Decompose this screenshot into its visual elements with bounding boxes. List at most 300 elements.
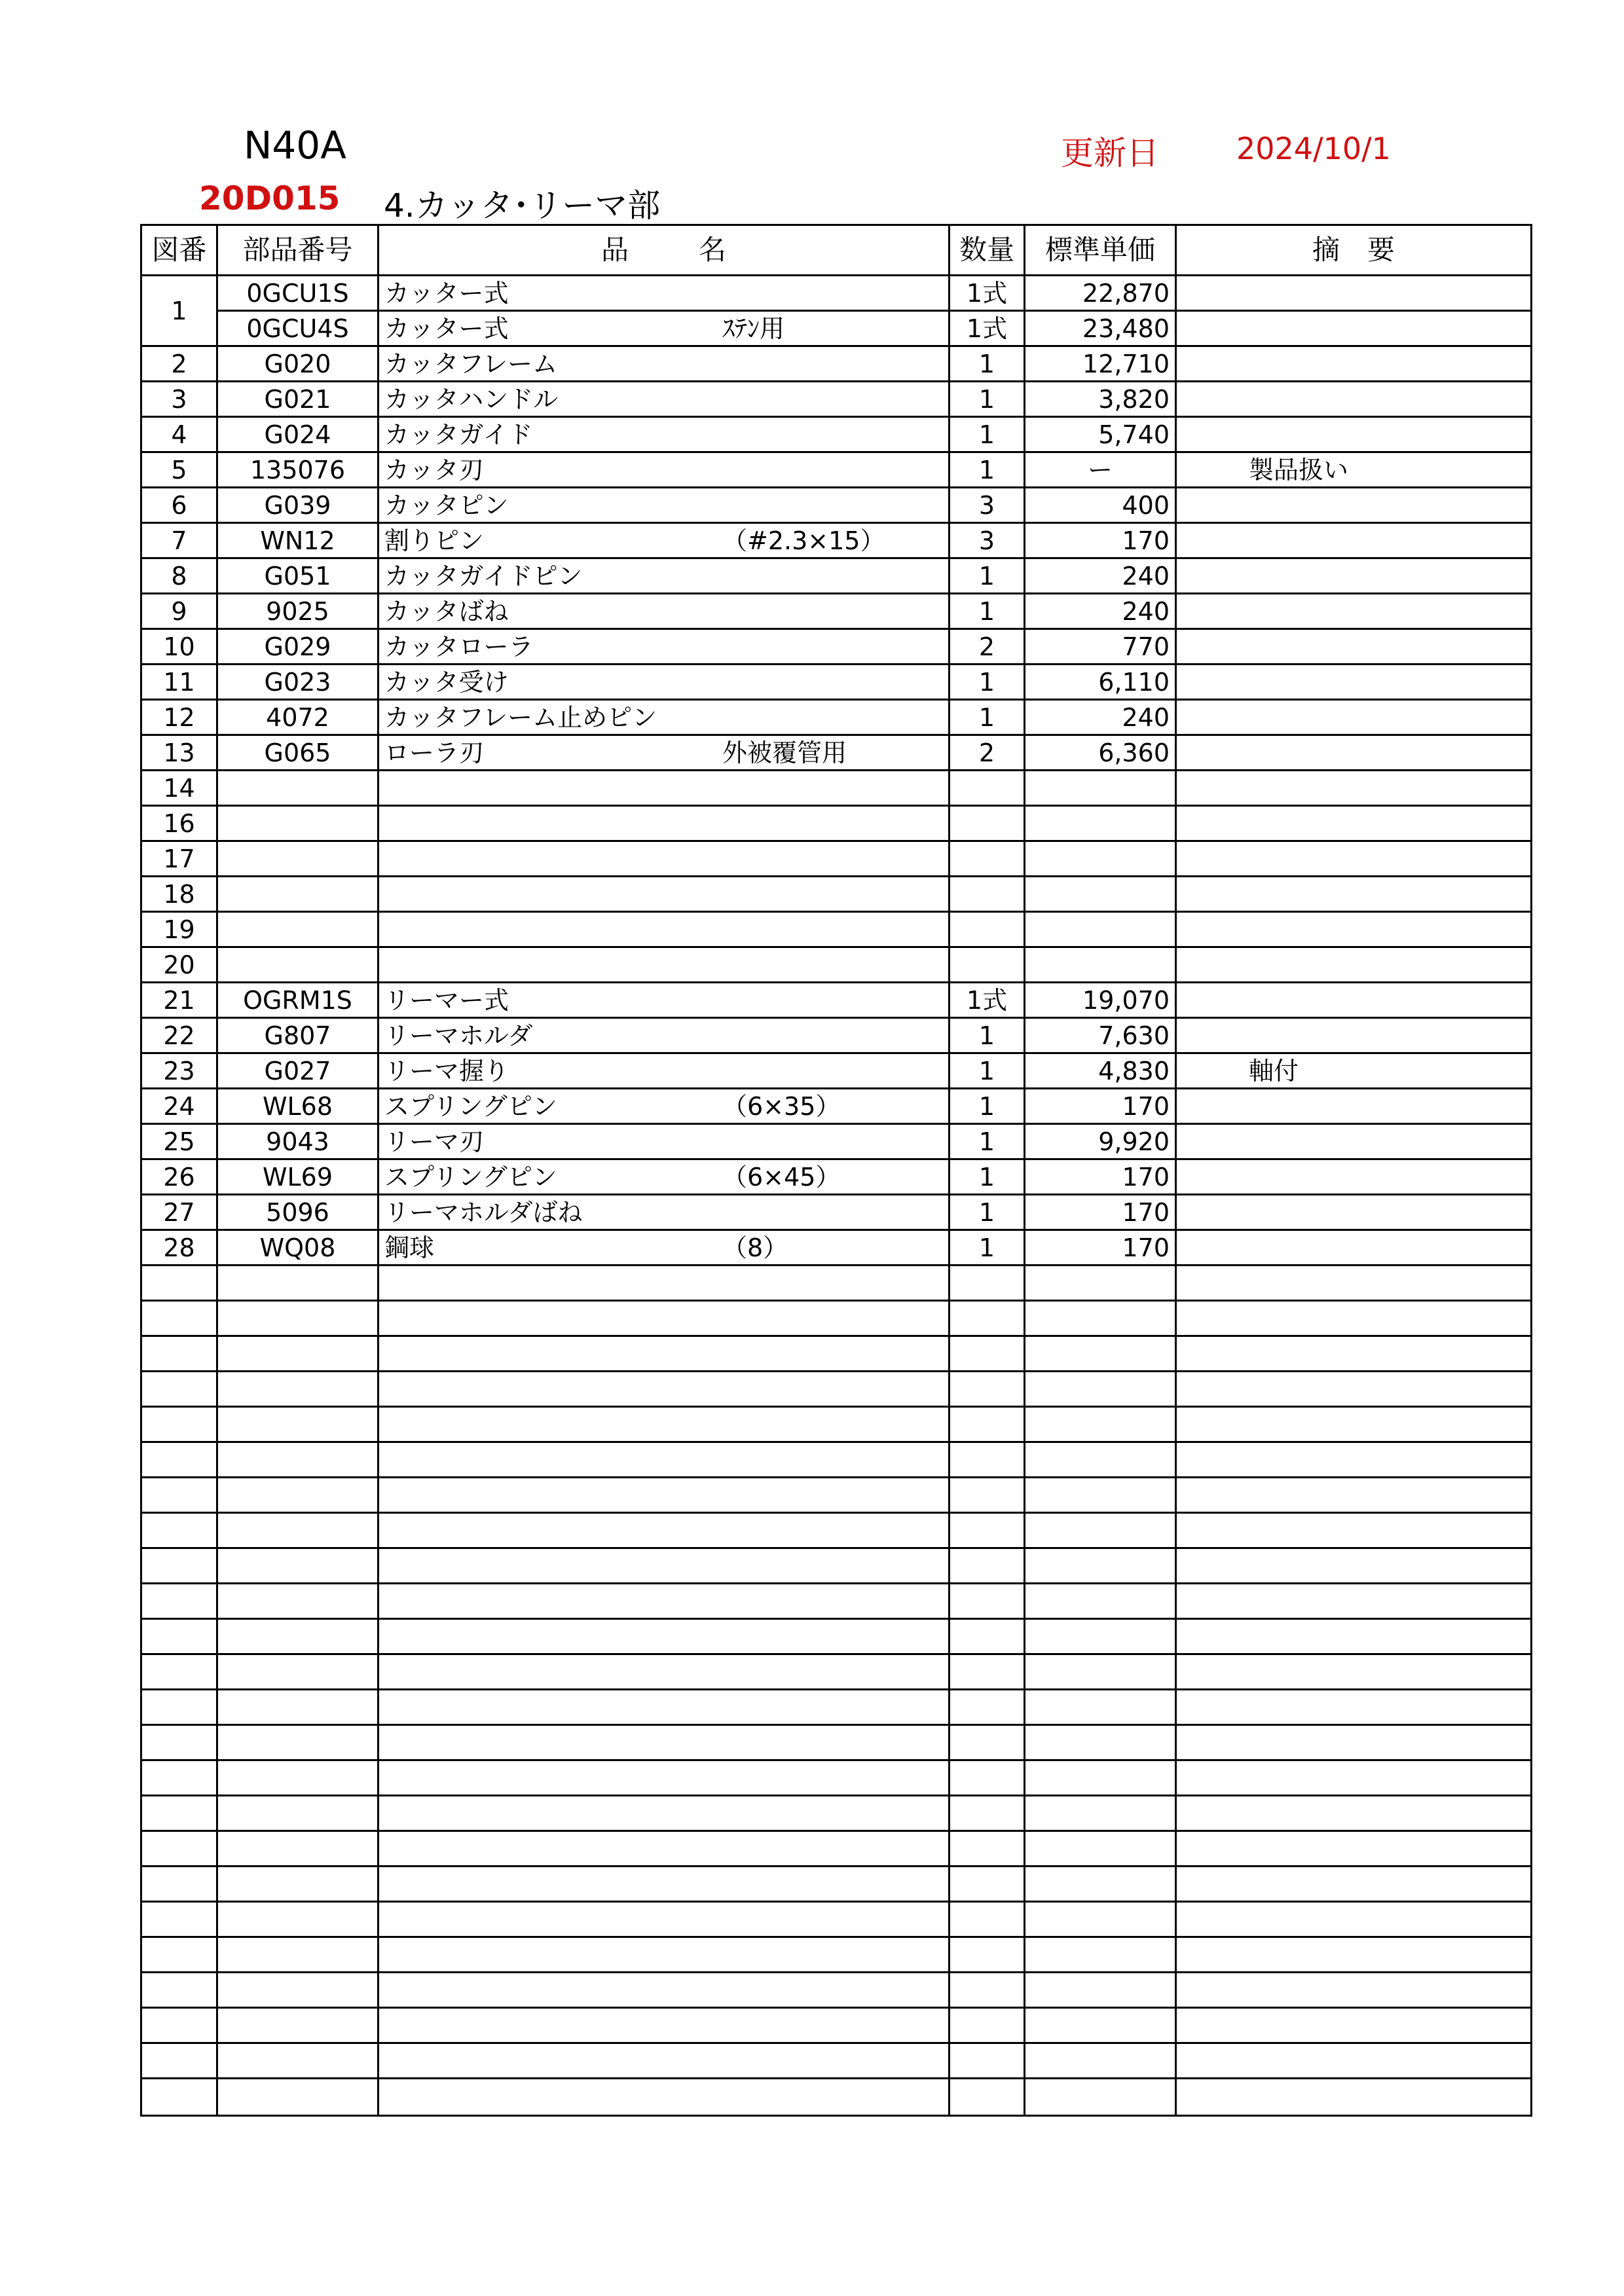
cell-qty <box>950 1372 1025 1407</box>
cell-qty <box>950 1584 1025 1619</box>
cell-remarks <box>1176 1195 1532 1230</box>
cell-remarks <box>1176 877 1532 912</box>
cell-fig <box>141 1796 217 1831</box>
cell-fig: 5 <box>141 452 217 488</box>
cell-qty <box>950 1336 1025 1372</box>
cell-part-no: G051 <box>217 558 378 594</box>
cell-part-no <box>217 1796 378 1831</box>
cell-name <box>378 2008 950 2043</box>
cell-qty <box>950 1407 1025 1442</box>
cell-name <box>378 1159 950 1195</box>
table-row <box>141 947 1532 983</box>
cell-qty: 1 <box>950 665 1025 700</box>
cell-name <box>378 1124 950 1159</box>
cell-part-no <box>217 1619 378 1654</box>
cell-name <box>378 912 950 947</box>
cell-name <box>378 947 950 983</box>
cell-name <box>378 1796 950 1831</box>
cell-remarks <box>1176 1796 1532 1831</box>
cell-qty <box>950 1266 1025 1301</box>
item-name: カッタフレーム <box>384 349 558 378</box>
cell-part-no <box>217 1513 378 1548</box>
cell-fig <box>141 1619 217 1654</box>
cell-part-no: 5096 <box>217 1195 378 1230</box>
cell-price <box>1025 1973 1176 2008</box>
cell-fig <box>141 1725 217 1760</box>
cell-qty: 1式 <box>950 276 1025 311</box>
cell-part-no: G021 <box>217 382 378 417</box>
cell-qty: 1 <box>950 1018 1025 1053</box>
cell-part-no: G029 <box>217 629 378 665</box>
cell-fig: 1 <box>141 276 217 346</box>
cell-part-no: 9043 <box>217 1124 378 1159</box>
cell-qty: 1 <box>950 1230 1025 1266</box>
table-row <box>141 877 1532 912</box>
parts-table <box>140 224 1532 2117</box>
cell-remarks <box>1176 1478 1532 1513</box>
cell-fig: 10 <box>141 629 217 665</box>
cell-name <box>378 806 950 841</box>
cell-part-no: G807 <box>217 1018 378 1053</box>
cell-name <box>378 665 950 700</box>
table-row <box>141 700 1532 735</box>
item-name: カッタピン <box>384 490 509 520</box>
item-name: リーマホルダばね <box>384 1197 583 1227</box>
cell-name <box>378 1478 950 1513</box>
cell-name <box>378 594 950 629</box>
col-header-name-left: 品 <box>601 234 629 266</box>
cell-remarks <box>1176 1867 1532 1902</box>
cell-qty <box>950 1654 1025 1690</box>
table-row <box>141 806 1532 841</box>
cell-name <box>378 1018 950 1053</box>
table-row <box>141 912 1532 947</box>
cell-name <box>378 629 950 665</box>
cell-price: 170 <box>1025 1230 1176 1266</box>
cell-remarks <box>1176 1619 1532 1654</box>
cell-price: 170 <box>1025 1195 1176 1230</box>
cell-remarks <box>1176 1760 1532 1796</box>
cell-part-no <box>217 1266 378 1301</box>
cell-price: 240 <box>1025 700 1176 735</box>
cell-price: 3,820 <box>1025 382 1176 417</box>
cell-part-no <box>217 1831 378 1867</box>
cell-remarks <box>1176 1513 1532 1548</box>
cell-part-no <box>217 877 378 912</box>
cell-part-no: G027 <box>217 1053 378 1089</box>
cell-part-no <box>217 1760 378 1796</box>
cell-fig <box>141 1301 217 1336</box>
cell-fig <box>141 1548 217 1584</box>
cell-part-no: WN12 <box>217 523 378 558</box>
cell-price <box>1025 1407 1176 1442</box>
cell-name <box>378 877 950 912</box>
cell-price <box>1025 1336 1176 1372</box>
cell-remarks <box>1176 1407 1532 1442</box>
cell-part-no <box>217 912 378 947</box>
cell-part-no <box>217 2043 378 2079</box>
cell-qty: 1 <box>950 700 1025 735</box>
updated-date: 2024/10/1 <box>1236 131 1391 166</box>
cell-price: 240 <box>1025 594 1176 629</box>
cell-remarks <box>1176 1336 1532 1372</box>
cell-qty <box>950 1513 1025 1548</box>
cell-name <box>378 1937 950 1973</box>
cell-name <box>378 841 950 877</box>
table-row <box>141 1867 1532 1902</box>
cell-fig <box>141 1336 217 1372</box>
cell-remarks <box>1176 806 1532 841</box>
cell-name <box>378 1619 950 1654</box>
cell-price <box>1025 1372 1176 1407</box>
cell-part-no <box>217 1478 378 1513</box>
cell-price <box>1025 1442 1176 1478</box>
cell-qty: 1 <box>950 417 1025 452</box>
cell-price <box>1025 877 1176 912</box>
col-header-fig: 図番 <box>141 225 217 276</box>
table-row <box>141 1760 1532 1796</box>
col-header-name-right: 名 <box>698 234 726 266</box>
cell-price: 19,070 <box>1025 983 1176 1018</box>
cell-price: 170 <box>1025 1089 1176 1124</box>
item-name: カッタガイド <box>384 420 533 449</box>
cell-fig: 4 <box>141 417 217 452</box>
cell-qty <box>950 2043 1025 2079</box>
cell-fig: 11 <box>141 665 217 700</box>
table-row <box>141 1619 1532 1654</box>
cell-qty <box>950 1867 1025 1902</box>
table-row <box>141 311 1532 346</box>
cell-name <box>378 1195 950 1230</box>
cell-price: 6,360 <box>1025 735 1176 771</box>
cell-price <box>1025 1619 1176 1654</box>
cell-qty <box>950 912 1025 947</box>
cell-fig: 7 <box>141 523 217 558</box>
cell-price: 23,480 <box>1025 311 1176 346</box>
cell-remarks <box>1176 983 1532 1018</box>
cell-fig: 23 <box>141 1053 217 1089</box>
cell-name <box>378 1654 950 1690</box>
cell-qty <box>950 1690 1025 1725</box>
cell-part-no: 4072 <box>217 700 378 735</box>
cell-price: 22,870 <box>1025 276 1176 311</box>
item-name: スプリングピン <box>384 1091 557 1121</box>
cell-qty: 1 <box>950 1124 1025 1159</box>
table-row <box>141 1548 1532 1584</box>
parts-table-body <box>141 225 1532 2116</box>
table-row <box>141 1584 1532 1619</box>
cell-fig <box>141 1690 217 1725</box>
item-name: カッター式 <box>384 278 509 308</box>
cell-price <box>1025 947 1176 983</box>
table-row <box>141 1513 1532 1548</box>
cell-part-no <box>217 771 378 806</box>
cell-part-no <box>217 1937 378 1973</box>
cell-name <box>378 1902 950 1937</box>
cell-remarks <box>1176 417 1532 452</box>
item-name: 割りピン <box>384 526 485 555</box>
cell-price: 770 <box>1025 629 1176 665</box>
table-row <box>141 276 1532 311</box>
cell-remarks <box>1176 1725 1532 1760</box>
cell-remarks <box>1176 1690 1532 1725</box>
table-row <box>141 1053 1532 1089</box>
cell-name <box>378 1513 950 1548</box>
cell-price: 170 <box>1025 1159 1176 1195</box>
table-row <box>141 1089 1532 1124</box>
item-name: スプリングピン <box>384 1162 557 1192</box>
section-title: 4.カッタ･リーマ部 <box>384 187 661 225</box>
cell-price <box>1025 1478 1176 1513</box>
cell-part-no <box>217 1654 378 1690</box>
cell-price <box>1025 1266 1176 1301</box>
cell-remarks <box>1176 1584 1532 1619</box>
item-name: カッタローラ <box>384 632 534 661</box>
cell-qty: 1 <box>950 558 1025 594</box>
table-row <box>141 523 1532 558</box>
table-row <box>141 1018 1532 1053</box>
cell-remarks <box>1176 2079 1532 2116</box>
cell-price: ー <box>1025 452 1176 488</box>
cell-fig: 19 <box>141 912 217 947</box>
col-header-qty: 数量 <box>950 225 1025 276</box>
cell-part-no: WQ08 <box>217 1230 378 1266</box>
cell-remarks <box>1176 2043 1532 2079</box>
cell-remarks <box>1176 1159 1532 1195</box>
cell-qty <box>950 1973 1025 2008</box>
cell-price <box>1025 1937 1176 1973</box>
table-row <box>141 629 1532 665</box>
cell-qty <box>950 1548 1025 1584</box>
cell-remarks <box>1176 700 1532 735</box>
cell-name <box>378 1089 950 1124</box>
table-row <box>141 1902 1532 1937</box>
cell-part-no: OGRM1S <box>217 983 378 1018</box>
cell-fig <box>141 1513 217 1548</box>
col-header-price: 標準単価 <box>1025 225 1176 276</box>
cell-name <box>378 735 950 771</box>
cell-price: 6,110 <box>1025 665 1176 700</box>
item-name: リーマ刃 <box>384 1127 485 1156</box>
cell-fig: 9 <box>141 594 217 629</box>
cell-remarks <box>1176 1089 1532 1124</box>
cell-name <box>378 452 950 488</box>
table-header-row <box>141 225 1532 276</box>
cell-fig: 26 <box>141 1159 217 1195</box>
table-row <box>141 1159 1532 1195</box>
item-name: ローラ刃 <box>384 738 485 767</box>
table-row <box>141 2043 1532 2079</box>
cell-remarks <box>1176 346 1532 382</box>
cell-name <box>378 382 950 417</box>
cell-price: 7,630 <box>1025 1018 1176 1053</box>
table-row <box>141 1690 1532 1725</box>
table-row <box>141 1937 1532 1973</box>
cell-remarks <box>1176 523 1532 558</box>
cell-remarks <box>1176 1973 1532 2008</box>
cell-part-no <box>217 1690 378 1725</box>
cell-name <box>378 771 950 806</box>
cell-remarks <box>1176 1442 1532 1478</box>
cell-fig: 3 <box>141 382 217 417</box>
cell-fig: 24 <box>141 1089 217 1124</box>
item-name: カッタ刃 <box>384 455 484 484</box>
cell-fig: 12 <box>141 700 217 735</box>
cell-fig: 25 <box>141 1124 217 1159</box>
cell-price <box>1025 806 1176 841</box>
item-spec: （6×35） <box>722 1091 841 1121</box>
cell-part-no: 135076 <box>217 452 378 488</box>
cell-part-no <box>217 2008 378 2043</box>
table-row <box>141 1124 1532 1159</box>
cell-part-no <box>217 1584 378 1619</box>
cell-fig: 6 <box>141 488 217 523</box>
cell-fig: 8 <box>141 558 217 594</box>
cell-price <box>1025 2079 1176 2116</box>
table-row <box>141 1654 1532 1690</box>
cell-remarks <box>1176 594 1532 629</box>
cell-qty: 1 <box>950 346 1025 382</box>
cell-name <box>378 1831 950 1867</box>
cell-fig: 2 <box>141 346 217 382</box>
cell-part-no: G024 <box>217 417 378 452</box>
cell-fig <box>141 1902 217 1937</box>
cell-qty <box>950 841 1025 877</box>
cell-part-no: G023 <box>217 665 378 700</box>
cell-price: 170 <box>1025 523 1176 558</box>
cell-remarks <box>1176 841 1532 877</box>
table-row <box>141 1301 1532 1336</box>
cell-remarks: 製品扱い <box>1176 452 1532 488</box>
table-row <box>141 983 1532 1018</box>
cell-fig: 21 <box>141 983 217 1018</box>
cell-name <box>378 2043 950 2079</box>
cell-name <box>378 488 950 523</box>
cell-fig <box>141 1407 217 1442</box>
cell-part-no <box>217 2079 378 2116</box>
table-row <box>141 665 1532 700</box>
item-name: カッタハンドル <box>384 384 559 414</box>
cell-remarks <box>1176 665 1532 700</box>
cell-part-no <box>217 1336 378 1372</box>
cell-part-no: 9025 <box>217 594 378 629</box>
cell-part-no <box>217 1725 378 1760</box>
table-row <box>141 1372 1532 1407</box>
cell-qty <box>950 1619 1025 1654</box>
item-spec: （#2.3×15） <box>722 526 885 555</box>
cell-qty <box>950 1478 1025 1513</box>
cell-name <box>378 2079 950 2116</box>
cell-fig <box>141 1584 217 1619</box>
cell-price: 400 <box>1025 488 1176 523</box>
item-name: リーマホルダ <box>384 1021 533 1050</box>
cell-qty: 3 <box>950 523 1025 558</box>
cell-remarks <box>1176 558 1532 594</box>
cell-price <box>1025 1301 1176 1336</box>
cell-qty <box>950 806 1025 841</box>
cell-remarks <box>1176 1266 1532 1301</box>
table-row <box>141 382 1532 417</box>
table-row <box>141 2008 1532 2043</box>
table-row <box>141 735 1532 771</box>
cell-price: 12,710 <box>1025 346 1176 382</box>
cell-fig: 22 <box>141 1018 217 1053</box>
table-row <box>141 558 1532 594</box>
cell-remarks <box>1176 912 1532 947</box>
cell-qty: 1 <box>950 594 1025 629</box>
cell-name <box>378 558 950 594</box>
table-row <box>141 1195 1532 1230</box>
cell-qty <box>950 1902 1025 1937</box>
item-spec: ｽﾃﾝ用 <box>722 314 785 343</box>
item-spec: （8） <box>722 1233 788 1262</box>
cell-remarks <box>1176 629 1532 665</box>
item-name: カッタガイドピン <box>384 561 583 591</box>
item-name: リーマー式 <box>384 985 509 1015</box>
cell-qty: 2 <box>950 735 1025 771</box>
cell-remarks <box>1176 947 1532 983</box>
item-spec: （6×45） <box>722 1162 841 1192</box>
cell-part-no: G020 <box>217 346 378 382</box>
cell-name <box>378 700 950 735</box>
cell-qty <box>950 2079 1025 2116</box>
cell-price <box>1025 1584 1176 1619</box>
cell-remarks <box>1176 276 1532 311</box>
cell-qty <box>950 771 1025 806</box>
table-row <box>141 1442 1532 1478</box>
document-code: 20D015 <box>199 179 341 217</box>
cell-remarks <box>1176 311 1532 346</box>
cell-remarks <box>1176 1372 1532 1407</box>
item-name: カッター式 <box>384 314 509 343</box>
cell-fig <box>141 1478 217 1513</box>
cell-part-no <box>217 947 378 983</box>
cell-name <box>378 1230 950 1266</box>
cell-remarks <box>1176 1831 1532 1867</box>
cell-part-no <box>217 1902 378 1937</box>
cell-part-no: 0GCU4S <box>217 311 378 346</box>
cell-fig: 17 <box>141 841 217 877</box>
model-name: N40A <box>244 123 346 168</box>
cell-fig: 16 <box>141 806 217 841</box>
cell-price <box>1025 771 1176 806</box>
cell-part-no <box>217 1548 378 1584</box>
cell-fig <box>141 2043 217 2079</box>
cell-part-no: G065 <box>217 735 378 771</box>
cell-fig <box>141 2079 217 2116</box>
table-row <box>141 1407 1532 1442</box>
cell-remarks <box>1176 1654 1532 1690</box>
cell-price <box>1025 1796 1176 1831</box>
cell-name <box>378 983 950 1018</box>
cell-qty: 1式 <box>950 983 1025 1018</box>
table-row <box>141 1725 1532 1760</box>
cell-fig: 20 <box>141 947 217 983</box>
table-row <box>141 488 1532 523</box>
cell-price: 5,740 <box>1025 417 1176 452</box>
cell-price <box>1025 1513 1176 1548</box>
cell-qty: 1 <box>950 382 1025 417</box>
cell-fig <box>141 1654 217 1690</box>
cell-price <box>1025 2043 1176 2079</box>
cell-name <box>378 1266 950 1301</box>
cell-fig: 13 <box>141 735 217 771</box>
cell-part-no <box>217 1372 378 1407</box>
table-row <box>141 1973 1532 2008</box>
cell-price: 9,920 <box>1025 1124 1176 1159</box>
cell-remarks <box>1176 771 1532 806</box>
cell-part-no: WL68 <box>217 1089 378 1124</box>
